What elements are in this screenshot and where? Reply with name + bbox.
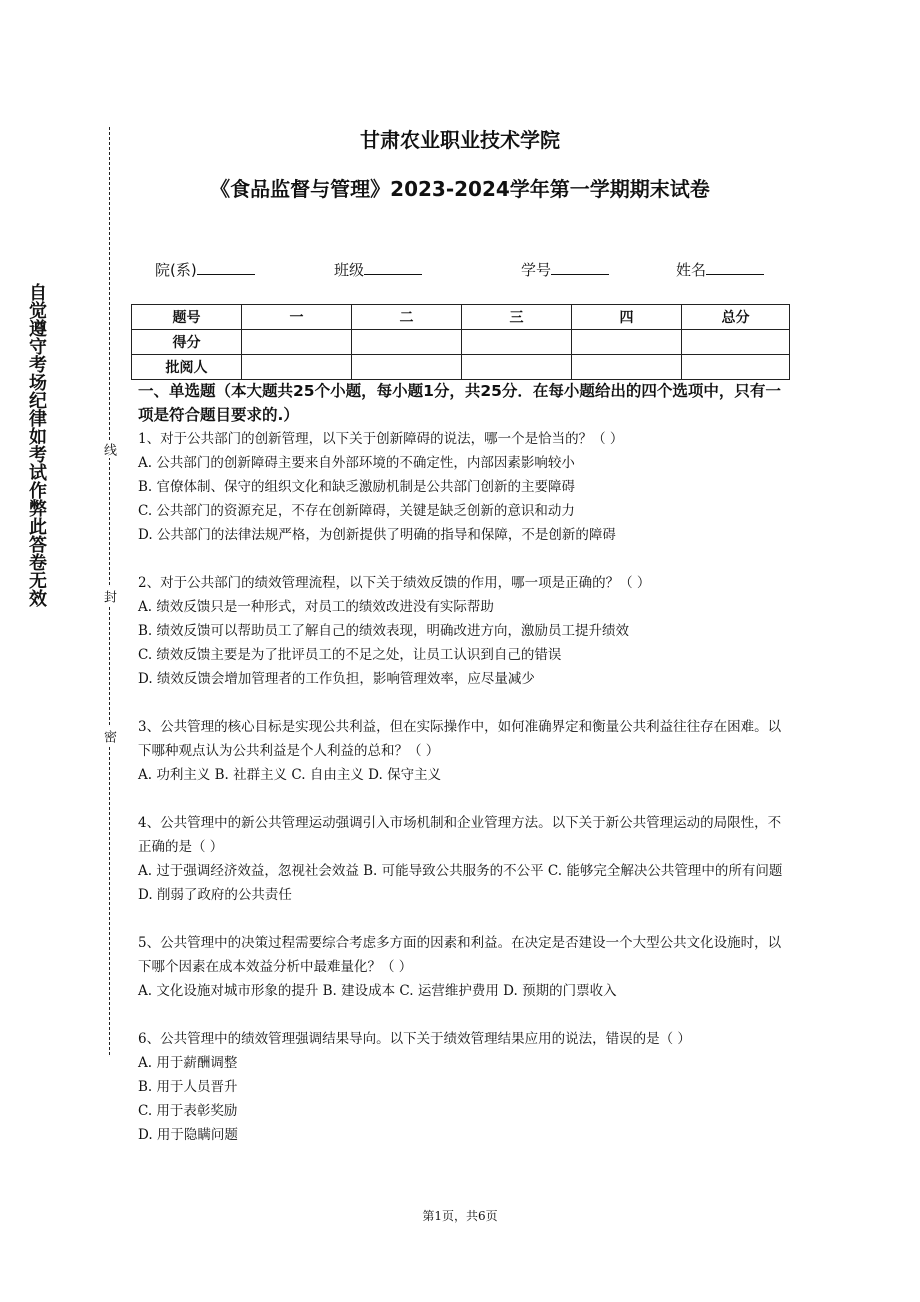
header-cell: 总分 (682, 305, 790, 330)
question-stem: 6、公共管理中的绩效管理强调结果导向。以下关于绩效管理结果应用的说法，错误的是（ ） (138, 1031, 691, 1047)
school-name: 甘肃农业职业技术学院 (360, 128, 560, 152)
option: A. 用于薪酬调整 (138, 1055, 238, 1071)
option: A. 过于强调经济效益，忽视社会效益 B. 可能导致公共服务的不公平 C. 能够完全解决公共管理中的所有问题 D. 削弱了政府的公共责任 (138, 863, 783, 903)
header-cell: 一 (242, 305, 352, 330)
score-cell (462, 330, 572, 355)
reviewer-cell (352, 355, 462, 380)
student-id-blank (551, 260, 609, 275)
option: B. 官僚体制、保守的组织文化和缺乏激励机制是公共部门创新的主要障碍 (138, 479, 576, 495)
cut-mark-seal: 封 (103, 587, 117, 605)
option: C. 公共部门的资源充足，不存在创新障碍，关键是缺乏创新的意识和动力 (138, 503, 575, 519)
question-stem: 1、对于公共部门的创新管理，以下关于创新障碍的说法，哪一个是恰当的？（ ） (138, 431, 624, 447)
row-label: 得分 (132, 330, 242, 355)
question-stem: 4、公共管理中的新公共管理运动强调引入市场机制和企业管理方法。以下关于新公共管理运动的局限性，不正确的是（ ） (138, 815, 782, 855)
reviewer-cell (682, 355, 790, 380)
reviewer-row (132, 355, 790, 380)
cut-mark-line: 线 (103, 440, 117, 458)
header-cell: 题号 (132, 305, 242, 330)
section-title: 一、单选题（本大题共25个小题，每小题1分，共25分．在每小题给出的四个选项中，只有一项是符合题目要求的.） (138, 382, 781, 424)
class-label: 班级 (334, 261, 365, 279)
header-cell: 三 (462, 305, 572, 330)
student-id-field (521, 259, 609, 280)
department-field (155, 259, 255, 280)
score-table (131, 304, 790, 380)
reviewer-cell (242, 355, 352, 380)
option: B. 绩效反馈可以帮助员工了解自己的绩效表现，明确改进方向，激励员工提升绩效 (138, 623, 630, 639)
name-label: 姓名 (676, 261, 707, 279)
option: A. 公共部门的创新障碍主要来自外部环境的不确定性，内部因素影响较小 (138, 455, 575, 471)
question-stem: 2、对于公共部门的绩效管理流程，以下关于绩效反馈的作用，哪一项是正确的？（ ） (138, 575, 651, 591)
score-cell (682, 330, 790, 355)
option: D. 绩效反馈会增加管理者的工作负担，影响管理效率，应尽量减少 (138, 671, 535, 687)
score-row (132, 330, 790, 355)
row-label: 批阅人 (132, 355, 242, 380)
header-cell: 四 (572, 305, 682, 330)
option: A. 功利主义 B. 社群主义 C. 自由主义 D. 保守主义 (138, 767, 442, 783)
page-footer: 第1页，共6页 (422, 1209, 498, 1223)
cut-mark-secret: 密 (103, 727, 117, 745)
class-field (334, 259, 422, 280)
option: B. 用于人员晋升 (138, 1079, 238, 1095)
option: C. 绩效反馈主要是为了批评员工的不足之处，让员工认识到自己的错误 (138, 647, 562, 663)
reviewer-cell (462, 355, 572, 380)
option: A. 文化设施对城市形象的提升 B. 建设成本 C. 运营维护费用 D. 预期的门票收入 (138, 983, 617, 999)
option: D. 公共部门的法律法规严格，为创新提供了明确的指导和保障，不是创新的障碍 (138, 527, 616, 543)
department-label: 院(系) (155, 261, 197, 279)
name-field (676, 259, 764, 280)
exam-title: 《食品监督与管理》2023-2024学年第一学期期末试卷 (210, 177, 710, 201)
score-table-header-row (132, 305, 790, 330)
exam-content (138, 379, 790, 1147)
question-stem: 3、公共管理的核心目标是实现公共利益，但在实际操作中，如何准确界定和衡量公共利益往往存在困难。以下哪种观点认为公共利益是个人利益的总和？（ ） (138, 719, 782, 759)
class-blank (364, 260, 422, 275)
name-blank (706, 260, 764, 275)
score-cell (352, 330, 462, 355)
option: D. 用于隐瞒问题 (138, 1127, 238, 1143)
score-cell (242, 330, 352, 355)
department-blank (197, 260, 255, 275)
score-cell (572, 330, 682, 355)
option: A. 绩效反馈只是一种形式，对员工的绩效改进没有实际帮助 (138, 599, 494, 615)
exam-discipline-notice: 自觉遵守考场纪律如考试作弊此答卷无效 (26, 283, 47, 607)
reviewer-cell (572, 355, 682, 380)
header-cell: 二 (352, 305, 462, 330)
question-stem: 5、公共管理中的决策过程需要综合考虑多方面的因素和利益。在决定是否建设一个大型公共文化设施时，以下哪个因素在成本效益分析中最难量化？（ ） (138, 935, 782, 975)
option: C. 用于表彰奖励 (138, 1103, 238, 1119)
student-id-label: 学号 (521, 261, 552, 279)
